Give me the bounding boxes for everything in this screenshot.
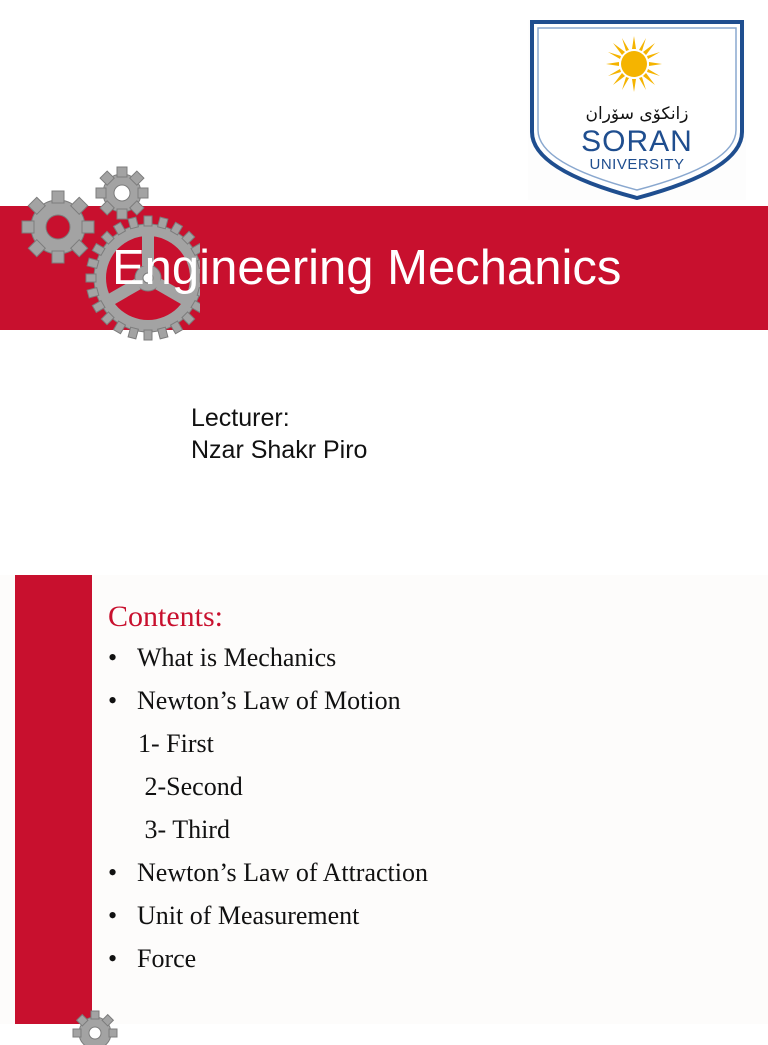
bullet-icon: • xyxy=(108,944,118,973)
soran-university-logo xyxy=(528,20,746,200)
list-item xyxy=(108,643,428,686)
list-item xyxy=(108,858,428,901)
lecturer-label: Lecturer: xyxy=(191,404,290,432)
logo-arabic-name: زانكۆی سۆران xyxy=(585,104,689,124)
list-item-text: Newton’s Law of Attraction xyxy=(137,858,428,887)
contents-list xyxy=(108,643,428,987)
list-item-text: Newton’s Law of Motion xyxy=(137,686,401,715)
list-item xyxy=(108,944,428,987)
lecturer-block xyxy=(191,402,367,466)
list-item-text: 3- Third xyxy=(138,815,230,844)
logo-name: SORAN xyxy=(581,125,693,158)
bullet-icon: • xyxy=(108,901,118,930)
bullet-icon: • xyxy=(108,686,118,715)
bullet-icon: • xyxy=(108,858,118,887)
list-subitem xyxy=(108,772,428,815)
sun-icon xyxy=(606,36,662,92)
list-subitem xyxy=(108,729,428,772)
list-item-text: 2-Second xyxy=(138,772,243,801)
lecturer-name: Nzar Shakr Piro xyxy=(191,436,368,464)
slide-title: Engineering Mechanics xyxy=(112,241,622,295)
list-item-text: What is Mechanics xyxy=(137,643,337,672)
contents-heading: Contents: xyxy=(108,600,224,633)
gear-icon xyxy=(70,1005,120,1045)
logo-subtitle: UNIVERSITY xyxy=(589,156,685,173)
contents-slide xyxy=(0,575,768,1024)
list-item-text: Unit of Measurement xyxy=(137,901,360,930)
list-subitem xyxy=(108,815,428,858)
list-item xyxy=(108,901,428,944)
list-item-text: Force xyxy=(137,944,197,973)
bullet-icon: • xyxy=(108,643,118,672)
list-item xyxy=(108,686,428,729)
accent-side-bar xyxy=(15,575,92,1024)
list-item-text: 1- First xyxy=(138,729,214,758)
